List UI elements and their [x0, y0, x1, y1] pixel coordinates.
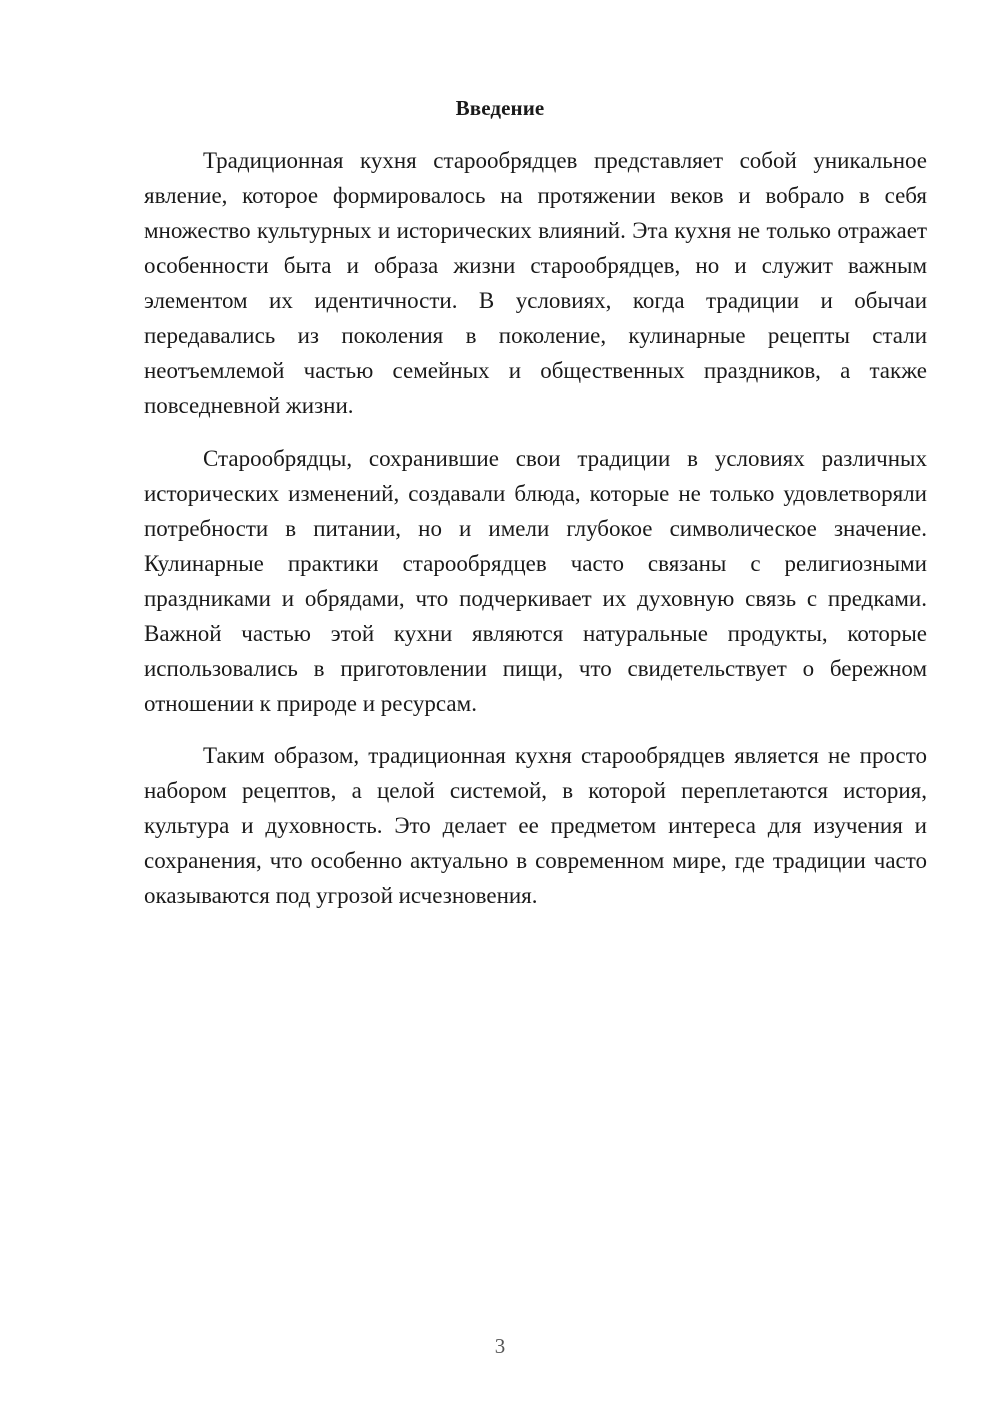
section-heading: Введение: [455, 96, 545, 120]
paragraph-2: Старообрядцы, сохранившие свои традиции в условиях различных исторических изменений, создавали блюда, которые не только удовлетворяли потребности в питании, но и имели глубокое символическое значение. Кулинарные практики старообрядцев часто связаны с религиозными праздниками и обрядами, что подчеркивает их духовную связь с предками. Важной частью этой кухни являются натуральные продукты, которые использовались в приготовлении пищи, что свидетельствует о бережном отношении к природе и ресурсам.: [144, 445, 927, 716]
paragraph-1: Традиционная кухня старообрядцев представляет собой уникальное явление, которое формировалось на протяжении веков и вобрало в себя множество культурных и исторических влияний. Эта кухня не только отражает особенности быта и образа жизни старообрядцев, но и служит важным элементом их идентичности. В условиях, когда традиции и обычаи передавались из поколения в поколение, кулинарные рецепты стали неотъемлемой частью семейных и общественных праздников, а также повседневной жизни.: [144, 148, 927, 418]
paragraph-3: Таким образом, традиционная кухня старообрядцев является не просто набором рецептов, а целой системой, в которой переплетаются история, культура и духовность. Это делает ее предметом интереса для изучения и сохранения, что особенно актуально в современном мире, где традиции часто оказываются под угрозой исчезновения.: [144, 743, 927, 908]
page-number: 3: [494, 1334, 506, 1358]
body-text: [144, 143, 927, 931]
